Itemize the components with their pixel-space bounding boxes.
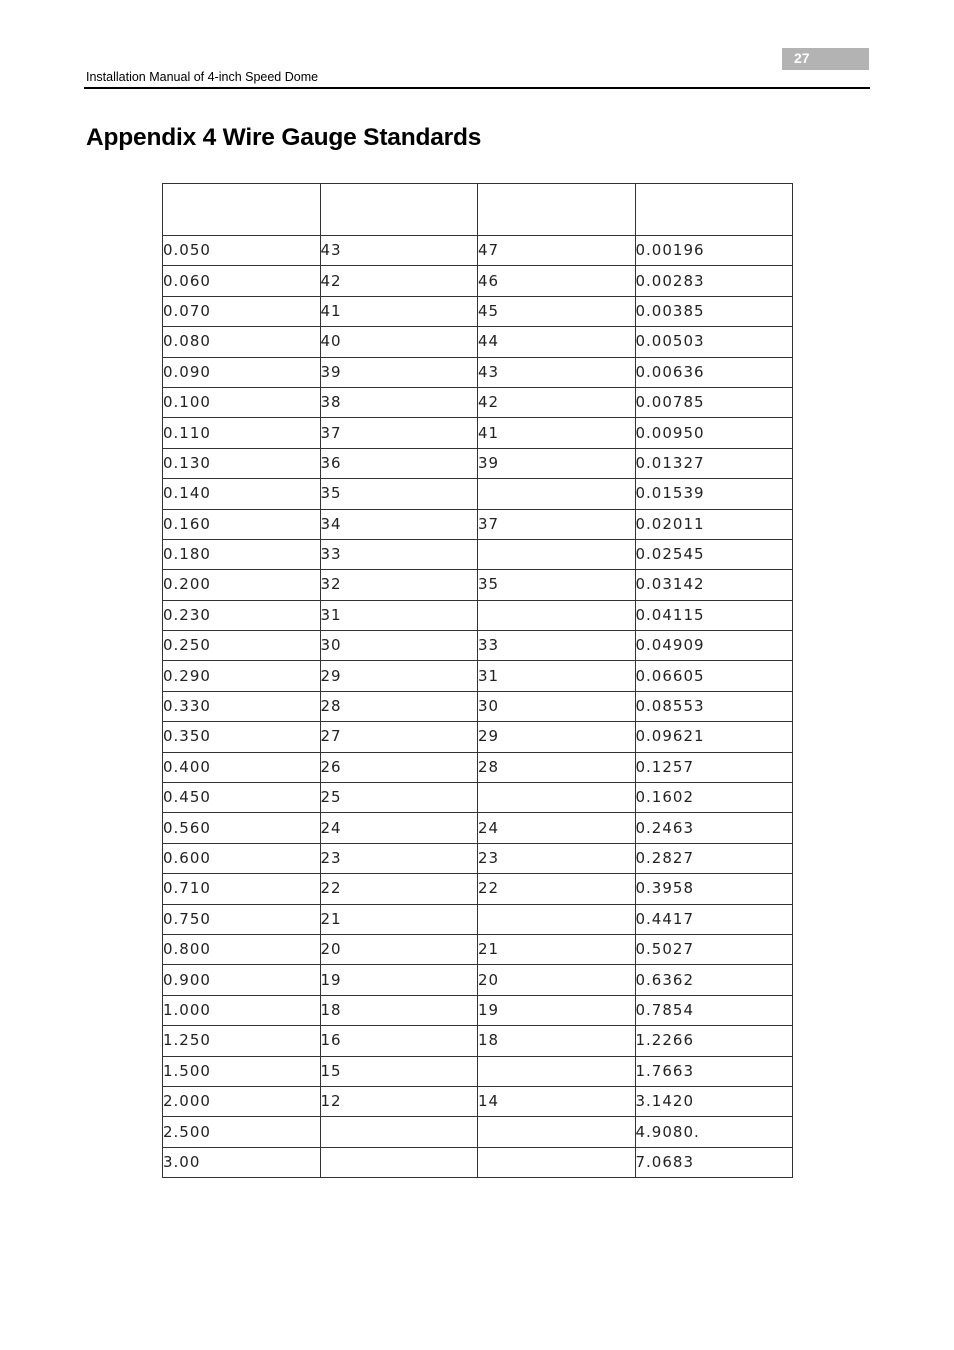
area-cell: 0.00385 [635,296,793,326]
area-cell: 4.9080. [635,1117,793,1147]
table-row [163,904,793,934]
diameter-cell: 0.230 [163,600,321,630]
awg-cell [320,1147,478,1177]
diameter-cell: 0.750 [163,904,321,934]
swg-cell [478,1147,636,1177]
table-row [163,1026,793,1056]
table-row [163,266,793,296]
awg-cell: 27 [320,722,478,752]
diameter-cell: 0.060 [163,266,321,296]
area-cell: 0.00785 [635,387,793,417]
header-divider [84,87,870,89]
table-row [163,631,793,661]
diameter-cell: 2.500 [163,1117,321,1147]
table-row [163,327,793,357]
swg-cell: 29 [478,722,636,752]
area-cell: 0.00636 [635,357,793,387]
page-number-badge [782,48,869,70]
swg-cell [478,1056,636,1086]
swg-cell [478,600,636,630]
awg-cell: 34 [320,509,478,539]
header-cell [635,184,793,236]
diameter-cell: 3.00 [163,1147,321,1177]
area-cell: 0.6362 [635,965,793,995]
awg-cell: 29 [320,661,478,691]
diameter-cell: 0.800 [163,934,321,964]
area-cell: 0.02545 [635,539,793,569]
area-cell: 0.02011 [635,509,793,539]
area-cell: 0.03142 [635,570,793,600]
swg-cell: 37 [478,509,636,539]
swg-cell: 42 [478,387,636,417]
area-cell: 7.0683 [635,1147,793,1177]
swg-cell: 41 [478,418,636,448]
diameter-cell: 0.070 [163,296,321,326]
table-row [163,236,793,266]
awg-cell: 18 [320,995,478,1025]
area-cell: 0.04909 [635,631,793,661]
table-row [163,600,793,630]
table-row [163,752,793,782]
diameter-cell: 0.200 [163,570,321,600]
diameter-cell: 0.080 [163,327,321,357]
table-row [163,296,793,326]
swg-cell: 44 [478,327,636,357]
area-cell: 0.06605 [635,661,793,691]
swg-cell: 33 [478,631,636,661]
swg-cell [478,479,636,509]
awg-cell: 24 [320,813,478,843]
diameter-cell: 0.710 [163,874,321,904]
diameter-cell: 0.160 [163,509,321,539]
awg-cell: 26 [320,752,478,782]
swg-cell: 24 [478,813,636,843]
header-cell [478,184,636,236]
awg-cell: 39 [320,357,478,387]
awg-cell: 12 [320,1086,478,1116]
awg-cell: 19 [320,965,478,995]
page-number: 27 [794,50,810,66]
diameter-cell: 0.180 [163,539,321,569]
awg-cell: 43 [320,236,478,266]
table-row [163,570,793,600]
diameter-cell: 0.350 [163,722,321,752]
awg-cell: 30 [320,631,478,661]
diameter-cell: 0.600 [163,843,321,873]
awg-cell: 32 [320,570,478,600]
diameter-cell: 0.400 [163,752,321,782]
table-row [163,843,793,873]
swg-cell: 18 [478,1026,636,1056]
area-cell: 0.04115 [635,600,793,630]
page-title: Appendix 4 Wire Gauge Standards [86,124,482,151]
table-row [163,1117,793,1147]
area-cell: 0.00503 [635,327,793,357]
area-cell: 0.1257 [635,752,793,782]
diameter-cell: 0.090 [163,357,321,387]
diameter-cell: 1.500 [163,1056,321,1086]
swg-cell: 46 [478,266,636,296]
area-cell: 0.01327 [635,448,793,478]
swg-cell [478,783,636,813]
area-cell: 0.5027 [635,934,793,964]
table-row [163,934,793,964]
table-row [163,448,793,478]
area-cell: 0.01539 [635,479,793,509]
area-cell: 0.00950 [635,418,793,448]
swg-cell: 39 [478,448,636,478]
table-row [163,995,793,1025]
awg-cell: 41 [320,296,478,326]
area-cell: 0.2827 [635,843,793,873]
table-row [163,539,793,569]
table-row [163,691,793,721]
diameter-cell: 0.560 [163,813,321,843]
table-row [163,722,793,752]
running-header: Installation Manual of 4-inch Speed Dome [86,70,319,84]
diameter-cell: 0.250 [163,631,321,661]
awg-cell: 38 [320,387,478,417]
area-cell: 0.09621 [635,722,793,752]
table-row [163,509,793,539]
awg-cell: 25 [320,783,478,813]
swg-cell: 28 [478,752,636,782]
area-cell: 0.4417 [635,904,793,934]
diameter-cell: 1.000 [163,995,321,1025]
awg-cell: 31 [320,600,478,630]
swg-cell [478,904,636,934]
swg-cell: 45 [478,296,636,326]
table-body [163,236,793,1178]
swg-cell: 43 [478,357,636,387]
table-row [163,874,793,904]
table-row [163,418,793,448]
diameter-cell: 0.110 [163,418,321,448]
table-row [163,661,793,691]
table-row [163,813,793,843]
awg-cell: 28 [320,691,478,721]
awg-cell: 42 [320,266,478,296]
table-row [163,1086,793,1116]
area-cell: 0.7854 [635,995,793,1025]
area-cell: 0.3958 [635,874,793,904]
awg-cell: 22 [320,874,478,904]
swg-cell: 31 [478,661,636,691]
swg-cell: 30 [478,691,636,721]
area-cell: 3.1420 [635,1086,793,1116]
awg-cell [320,1117,478,1147]
area-cell: 0.00196 [635,236,793,266]
area-cell: 0.2463 [635,813,793,843]
awg-cell: 33 [320,539,478,569]
table-row [163,783,793,813]
table-row [163,357,793,387]
header-cell [320,184,478,236]
awg-cell: 23 [320,843,478,873]
swg-cell: 19 [478,995,636,1025]
swg-cell [478,539,636,569]
swg-cell: 20 [478,965,636,995]
awg-cell: 36 [320,448,478,478]
table-row [163,387,793,417]
awg-cell: 37 [320,418,478,448]
wire-gauge-table [162,183,793,1178]
diameter-cell: 2.000 [163,1086,321,1116]
swg-cell: 35 [478,570,636,600]
diameter-cell: 0.290 [163,661,321,691]
area-cell: 0.00283 [635,266,793,296]
diameter-cell: 0.130 [163,448,321,478]
awg-cell: 16 [320,1026,478,1056]
swg-cell [478,1117,636,1147]
swg-cell: 23 [478,843,636,873]
area-cell: 0.1602 [635,783,793,813]
diameter-cell: 0.450 [163,783,321,813]
area-cell: 0.08553 [635,691,793,721]
diameter-cell: 1.250 [163,1026,321,1056]
table-header-row [163,184,793,236]
diameter-cell: 0.330 [163,691,321,721]
table-row [163,1147,793,1177]
diameter-cell: 0.900 [163,965,321,995]
awg-cell: 15 [320,1056,478,1086]
diameter-cell: 0.050 [163,236,321,266]
table-row [163,965,793,995]
awg-cell: 35 [320,479,478,509]
awg-cell: 21 [320,904,478,934]
table-row [163,1056,793,1086]
diameter-cell: 0.100 [163,387,321,417]
header-cell [163,184,321,236]
area-cell: 1.2266 [635,1026,793,1056]
swg-cell: 14 [478,1086,636,1116]
awg-cell: 20 [320,934,478,964]
swg-cell: 22 [478,874,636,904]
table-row [163,479,793,509]
area-cell: 1.7663 [635,1056,793,1086]
swg-cell: 47 [478,236,636,266]
diameter-cell: 0.140 [163,479,321,509]
swg-cell: 21 [478,934,636,964]
awg-cell: 40 [320,327,478,357]
